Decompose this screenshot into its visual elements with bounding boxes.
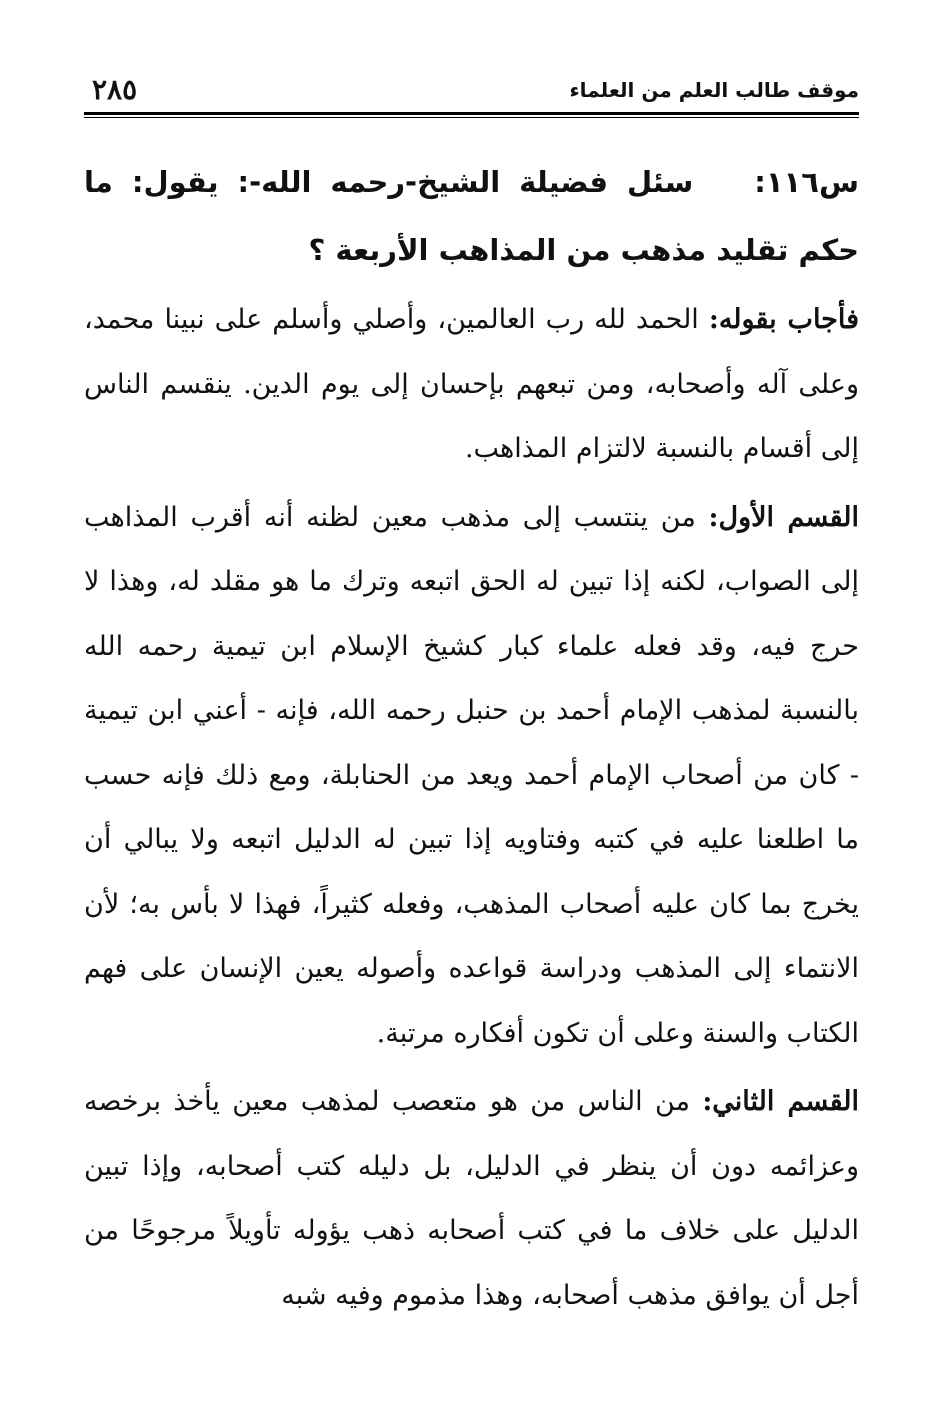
section-one-paragraph <box>84 486 859 1067</box>
page-number: ٢٨٥ <box>92 73 138 106</box>
running-title: موقف طالب العلم من العلماء <box>569 78 859 102</box>
section-two-text: من الناس من هو متعصب لمذهب معين يأخذ برخصه وعزائمه دون أن ينظر في الدليل، بل دليله كتب أصحابه، وإذا تبين الدليل على خلاف ما في كتب أصحابه ذهب يؤوله تأويلاً مرجوحًا من أجل أن يوافق مذهب أصحابه، وهذا مذموم وفيه شبه <box>84 1086 859 1311</box>
question-text: سئل فضيلة الشيخ-رحمه الله-: يقول: ما حكم تقليد مذهب من المذاهب الأربعة ؟ <box>84 165 859 267</box>
header-rule <box>84 112 859 115</box>
question-number: س١١٦: <box>754 165 859 199</box>
answer-text: الحمد لله رب العالمين، وأصلي وأسلم على نبينا محمد، وعلى آله وأصحابه، ومن تبعهم بإحسان إلى يوم الدين. ينقسم الناس إلى أقسام بالنسبة لالتزام المذاهب. <box>84 304 859 464</box>
page-header <box>84 70 859 116</box>
section-two-lead: القسم الثاني: <box>702 1086 859 1117</box>
answer-paragraph <box>84 288 859 482</box>
section-one-text: من ينتسب إلى مذهب معين لظنه أنه أقرب المذاهب إلى الصواب، لكنه إذا تبين له الحق اتبعه وترك ما هو مقلد له، وهذا لا حرج فيه، وقد فعله علماء كبار كشيخ الإسلام ابن تيمية رحمه الله بالنسبة لمذهب الإمام أحمد بن حنبل رحمه الله، فإنه - أعني ابن تيمية - كان من أصحاب الإمام أحمد ويعد من الحنابلة، ومع ذلك فإنه حسب ما اطلعنا عليه في كتبه وفتاويه إذا تبين له الدليل اتبعه ولا يبالي أن يخرج بما كان عليه أصحاب المذهب، وفعله كثيراً، فهذا لا بأس به؛ لأن الانتماء إلى المذهب ودراسة قواعده وأصوله يعين الإنسان على فهم الكتاب والسنة وعلى أن تكون أفكاره مرتبة. <box>84 501 859 1049</box>
header-rule-thin <box>84 117 859 118</box>
page-body <box>84 148 859 1328</box>
section-one-lead: القسم الأول: <box>708 501 859 533</box>
question-paragraph <box>84 148 859 284</box>
section-two-paragraph <box>84 1070 859 1328</box>
answer-lead: فأجاب بقوله: <box>708 304 859 335</box>
